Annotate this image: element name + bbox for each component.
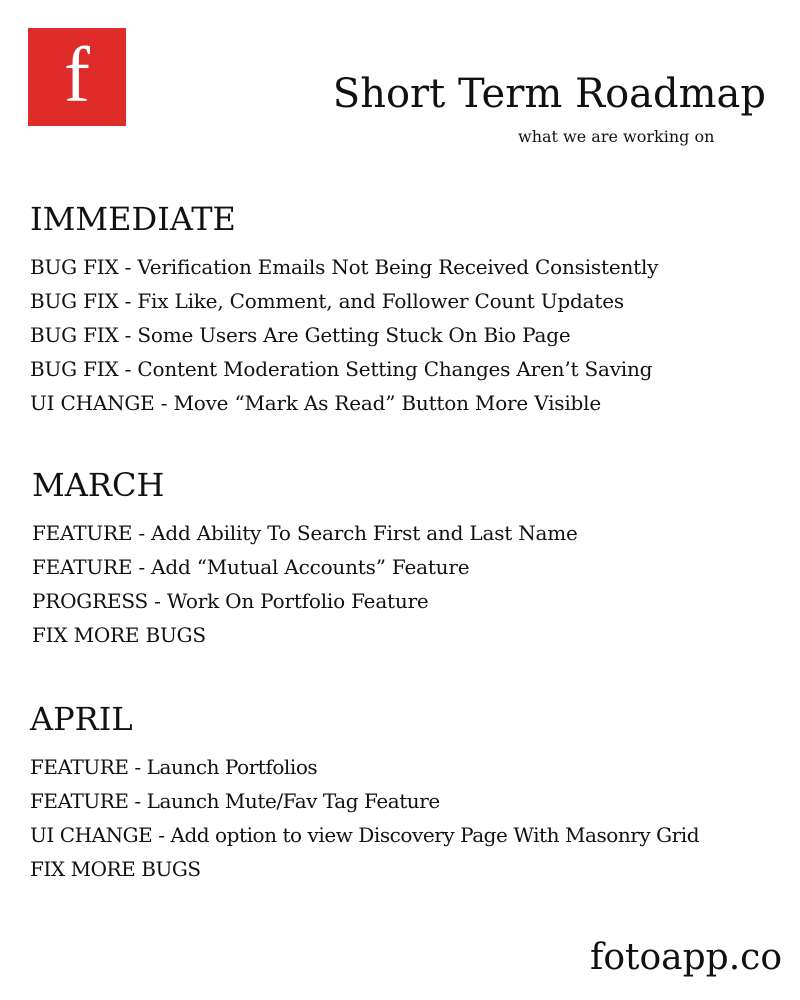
roadmap-item: FIX MORE BUGS xyxy=(30,857,201,882)
roadmap-item: FIX MORE BUGS xyxy=(32,623,206,648)
roadmap-item: BUG FIX - Fix Like, Comment, and Follower Count Updates xyxy=(30,289,624,314)
april-item-list xyxy=(30,750,800,886)
roadmap-item: BUG FIX - Verification Emails Not Being Received Consistently xyxy=(30,255,659,280)
section-march xyxy=(32,466,800,652)
roadmap-item: FEATURE - Add “Mutual Accounts” Feature xyxy=(32,555,470,580)
roadmap-item: UI CHANGE - Add option to view Discovery Page With Masonry Grid xyxy=(30,823,700,848)
roadmap-item: PROGRESS - Work On Portfolio Feature xyxy=(32,589,429,614)
section-heading-april: APRIL xyxy=(30,700,133,738)
page-subtitle: what we are working on xyxy=(518,127,715,146)
roadmap-item: BUG FIX - Content Moderation Setting Changes Aren’t Saving xyxy=(30,357,653,382)
section-heading-march: MARCH xyxy=(32,466,165,504)
march-item-list xyxy=(32,516,800,652)
website-domain: fotoapp.co xyxy=(590,937,782,979)
roadmap-item: FEATURE - Launch Mute/Fav Tag Feature xyxy=(30,789,440,814)
page-title: Short Term Roadmap xyxy=(332,71,766,117)
roadmap-item: FEATURE - Add Ability To Search First and Last Name xyxy=(32,521,578,546)
section-immediate xyxy=(30,200,800,420)
roadmap-item: FEATURE - Launch Portfolios xyxy=(30,755,318,780)
section-april xyxy=(30,700,800,886)
roadmap-item: UI CHANGE - Move “Mark As Read” Button More Visible xyxy=(30,391,601,416)
section-heading-immediate: IMMEDIATE xyxy=(30,200,236,238)
logo-letter-f: f xyxy=(64,31,90,118)
brand-logo xyxy=(28,28,126,126)
immediate-item-list xyxy=(30,250,800,420)
roadmap-item: BUG FIX - Some Users Are Getting Stuck On Bio Page xyxy=(30,323,571,348)
